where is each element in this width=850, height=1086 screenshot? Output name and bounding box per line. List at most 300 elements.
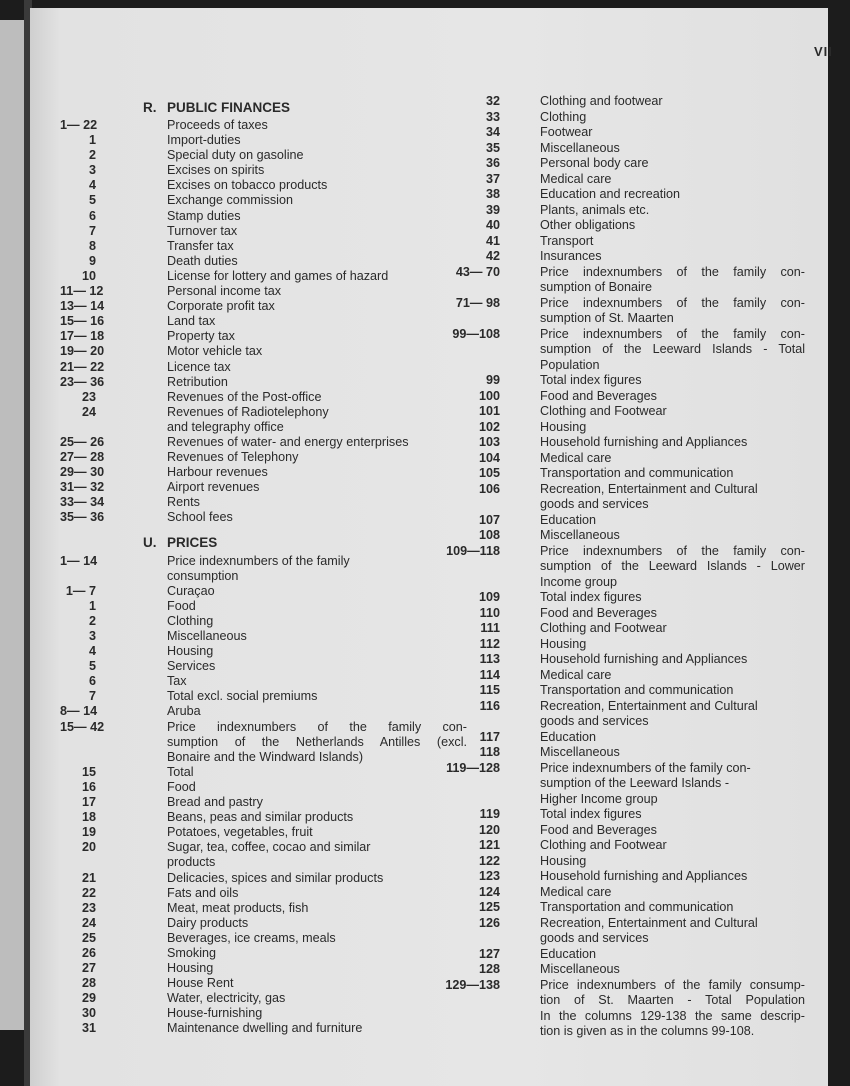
index-entry <box>420 668 805 684</box>
column-range: 31 <box>81 1021 96 1036</box>
entry-line: Food and Beverages <box>540 388 657 403</box>
entry-line: Population <box>540 357 600 372</box>
entry-line: License for lottery and games of hazard <box>167 268 389 283</box>
index-entry <box>420 978 805 1040</box>
index-entry <box>60 931 467 946</box>
entry-description <box>540 218 805 234</box>
column-range: 118 <box>479 745 500 759</box>
entry-line: Aruba <box>167 704 201 719</box>
entry-description <box>540 249 805 265</box>
entry-line: Miscellaneous <box>167 629 247 643</box>
entry-description <box>540 420 805 436</box>
entry-description <box>540 699 805 730</box>
column-range: 34 <box>485 125 500 139</box>
column-range: 114 <box>479 667 500 682</box>
entry-line: Curaçao <box>167 583 215 598</box>
column-range: 36 <box>485 156 500 170</box>
entry-line: Price indexnumbers of the family con- <box>167 719 467 734</box>
column-range: 5 <box>88 193 96 208</box>
entry-description <box>540 234 805 250</box>
entry-line: Miscellaneous <box>540 528 620 542</box>
entry-line: Housing <box>540 419 587 434</box>
entry-description <box>540 885 805 901</box>
index-entry <box>60 780 467 795</box>
column-range: 1— 22 <box>60 118 98 132</box>
column-range: 102 <box>478 419 500 434</box>
section-letter: R. <box>143 99 157 115</box>
index-entry <box>60 450 467 465</box>
column-range: 2 <box>88 613 96 628</box>
entry-line: Revenues of water- and energy enterprises <box>167 434 409 449</box>
entry-line: Clothing <box>540 109 587 124</box>
entry-line: sumption of Bonaire <box>540 280 653 294</box>
index-entry <box>420 606 805 622</box>
index-entry <box>60 810 467 825</box>
column-range: 39 <box>485 202 500 217</box>
entry-description <box>540 544 805 591</box>
entry-line: Beverages, ice creams, meals <box>167 930 336 945</box>
column-range: 117 <box>479 729 500 744</box>
entry-line: Education and recreation <box>540 187 681 201</box>
entry-line: Household furnishing and Appliances <box>540 652 748 666</box>
entry-line: Smoking <box>167 945 216 960</box>
column-range: 37 <box>485 171 500 186</box>
index-entry <box>420 94 805 110</box>
entry-description <box>540 513 805 529</box>
index-entry <box>60 961 467 976</box>
index-entry <box>60 659 467 674</box>
column-range: 29— 30 <box>60 465 105 480</box>
entry-line: Total <box>167 764 194 779</box>
entry-line: consumption <box>167 568 239 583</box>
entry-line: Bread and pastry <box>167 795 263 810</box>
entry-line: Import-duties <box>167 133 241 148</box>
column-range: 5 <box>88 659 96 674</box>
column-range: 28 <box>81 976 96 991</box>
entry-line: Clothing and footwear <box>540 94 663 108</box>
column-range: 1 <box>88 598 96 613</box>
column-range: 27— 28 <box>60 450 105 465</box>
column-range: 21 <box>81 870 96 885</box>
entry-line: Insurances <box>540 249 602 263</box>
entry-line: goods and services <box>540 497 649 511</box>
index-entry <box>420 885 805 901</box>
entry-line: Clothing and Footwear <box>540 404 667 418</box>
index-entry <box>60 284 467 299</box>
entry-line: Fats and oils <box>167 885 239 900</box>
column-range: 31— 32 <box>60 480 105 495</box>
entry-description <box>540 637 805 653</box>
entry-line: Harbour revenues <box>167 465 268 480</box>
entry-line: Medical care <box>540 450 612 465</box>
column-range: 41 <box>485 233 500 248</box>
column-range: 113 <box>479 652 500 666</box>
entry-line: Transportation and communication <box>540 900 734 914</box>
index-entry <box>420 652 805 668</box>
entry-line: Miscellaneous <box>540 140 620 155</box>
column-range: 108 <box>478 528 500 542</box>
right-column <box>420 94 805 1040</box>
column-range: 6 <box>88 674 96 689</box>
entry-description <box>540 435 805 451</box>
index-entry <box>60 254 467 269</box>
entry-description <box>540 187 805 203</box>
index-entry <box>60 795 467 810</box>
entry-line: Clothing and Footwear <box>540 838 667 852</box>
column-range: 19— 20 <box>60 344 105 359</box>
index-entry <box>420 699 805 730</box>
section-heading <box>60 532 467 554</box>
column-range: 110 <box>479 605 500 620</box>
index-entry <box>420 807 805 823</box>
entry-line: Excises on spirits <box>167 163 265 178</box>
column-range: 23— 36 <box>60 374 105 389</box>
entry-line: sumption of the Leeward Islands - <box>540 776 730 790</box>
entry-line: Household furnishing and Appliances <box>540 435 748 449</box>
entry-line: Price indexnumbers of the family con- <box>540 264 805 279</box>
index-entry <box>60 916 467 931</box>
entry-line: Transportation and communication <box>540 466 734 480</box>
entry-line: and telegraphy office <box>167 419 284 434</box>
index-entry <box>60 465 467 480</box>
entry-description <box>540 141 805 157</box>
column-range: 33 <box>485 109 500 124</box>
index-entry <box>60 224 467 239</box>
entry-description <box>540 683 805 699</box>
entry-line: Plants, animals etc. <box>540 202 650 217</box>
index-entry <box>60 554 467 584</box>
column-range: 126 <box>478 915 500 930</box>
entry-line: Food <box>167 598 196 613</box>
entry-description <box>540 730 805 746</box>
index-entry <box>60 584 467 599</box>
column-range: 8 <box>88 238 96 253</box>
index-entry <box>60 840 467 870</box>
index-entry <box>60 299 467 314</box>
column-range: 19 <box>81 825 96 840</box>
column-range: 15 <box>81 764 96 779</box>
index-entry <box>420 823 805 839</box>
entry-line: Delicacies, spices and similar products <box>167 870 384 885</box>
entry-line: Food <box>167 779 196 794</box>
index-entry <box>420 916 805 947</box>
column-range: 40 <box>485 218 500 232</box>
column-range: 25— 26 <box>60 434 105 449</box>
column-range: 17— 18 <box>60 329 105 344</box>
index-entry <box>420 125 805 141</box>
entry-description <box>540 528 805 544</box>
column-range: 119 <box>479 807 500 821</box>
entry-description <box>540 900 805 916</box>
column-range: 128 <box>478 962 500 976</box>
column-range: 100 <box>478 388 500 403</box>
column-range: 121 <box>478 838 500 852</box>
column-range: 15— 42 <box>60 719 105 734</box>
entry-description <box>540 110 805 126</box>
index-entry <box>420 637 805 653</box>
column-range: 1— 7 <box>65 583 96 598</box>
index-entry <box>420 327 805 374</box>
entry-line: Meat, meat products, fish <box>167 900 309 915</box>
index-entry <box>60 871 467 886</box>
index-entry <box>60 689 467 704</box>
column-range: 101 <box>478 404 500 418</box>
entry-line: Price indexnumbers of the family con- <box>540 295 805 310</box>
entry-line: Proceeds of taxes <box>167 118 268 132</box>
index-entry <box>420 761 805 808</box>
entry-line: Education <box>540 946 597 961</box>
column-range: 112 <box>479 636 500 651</box>
entry-description <box>540 652 805 668</box>
column-range: 21— 22 <box>60 359 105 374</box>
entry-description <box>540 869 805 885</box>
index-entry <box>60 765 467 780</box>
entry-description <box>540 621 805 637</box>
entry-line: Total excl. social premiums <box>167 689 318 704</box>
index-entry <box>60 510 467 525</box>
index-entry <box>60 644 467 659</box>
section-title: PUBLIC FINANCES <box>167 99 291 115</box>
column-range: 43— 70 <box>455 264 500 279</box>
entry-description <box>540 761 805 808</box>
entry-description <box>540 296 805 327</box>
entry-description <box>540 451 805 467</box>
column-range: 35— 36 <box>60 510 105 525</box>
document-page <box>30 8 833 1086</box>
index-entry <box>420 234 805 250</box>
index-entry <box>420 730 805 746</box>
entry-line: Medical care <box>540 171 612 186</box>
entry-line: Sugar, tea, coffee, cocao and similar <box>167 840 371 855</box>
column-range: 25 <box>81 930 96 945</box>
entry-description <box>540 327 805 374</box>
entry-line: Housing <box>540 853 587 868</box>
column-range: 8— 14 <box>60 704 98 719</box>
index-entry <box>60 390 467 405</box>
index-entry <box>60 991 467 1006</box>
index-entry <box>420 482 805 513</box>
column-range: 11— 12 <box>60 284 104 299</box>
index-entry <box>420 218 805 234</box>
entry-line: Housing <box>540 636 587 651</box>
entry-line: Income group <box>540 574 618 589</box>
column-range: 23 <box>81 389 96 404</box>
column-range: 4 <box>88 178 96 193</box>
column-range: 17 <box>81 795 96 810</box>
index-entry <box>420 838 805 854</box>
column-range: 38 <box>485 187 500 201</box>
entry-line: In the columns 129-138 the same descrip- <box>540 1008 805 1023</box>
index-entry <box>60 495 467 510</box>
index-entry <box>420 187 805 203</box>
entry-description <box>540 916 805 947</box>
entry-line: Death duties <box>167 253 238 268</box>
index-entry <box>60 435 467 450</box>
index-entry <box>420 203 805 219</box>
entry-line: Airport revenues <box>167 480 260 495</box>
entry-line: Price indexnumbers of the family consump- <box>540 977 805 992</box>
entry-line: Footwear <box>540 125 593 139</box>
index-entry <box>60 163 467 178</box>
entry-line: Services <box>167 659 216 674</box>
column-range: 24 <box>81 404 96 419</box>
entry-line: Price indexnumbers of the family <box>167 553 350 568</box>
entry-line: Rents <box>167 495 200 510</box>
entry-line: Clothing <box>167 613 214 628</box>
index-entry <box>420 389 805 405</box>
entry-description <box>540 482 805 513</box>
entry-description <box>540 668 805 684</box>
column-range: 123 <box>478 869 500 883</box>
column-range: 1— 14 <box>60 553 98 568</box>
entry-line: Food and Beverages <box>540 605 657 620</box>
index-entry <box>60 1006 467 1021</box>
index-entry <box>420 265 805 296</box>
index-entry <box>60 269 467 284</box>
index-entry <box>60 118 467 133</box>
section-letter: U. <box>143 535 157 551</box>
column-range: 104 <box>478 450 500 465</box>
entry-line: Total index figures <box>540 373 642 387</box>
entry-line: Stamp duties <box>167 208 241 223</box>
entry-description <box>540 156 805 172</box>
column-range: 119—128 <box>446 760 500 775</box>
index-entry <box>60 720 467 765</box>
entry-line: Miscellaneous <box>540 745 620 759</box>
index-entry <box>60 148 467 163</box>
column-range: 115 <box>479 683 500 697</box>
entry-line: Exchange commission <box>167 193 293 208</box>
entry-line: Education <box>540 729 597 744</box>
entry-line: Other obligations <box>540 218 636 232</box>
index-entry <box>420 947 805 963</box>
entry-line: Food and Beverages <box>540 822 657 837</box>
column-range: 22 <box>81 885 96 900</box>
column-range: 26 <box>81 945 96 960</box>
entry-line: House-furnishing <box>167 1006 263 1021</box>
entry-line: Transportation and communication <box>540 683 734 697</box>
index-entry <box>420 590 805 606</box>
entry-line: Transport <box>540 233 594 248</box>
entry-description <box>540 823 805 839</box>
index-entry <box>60 314 467 329</box>
index-entry <box>60 480 467 495</box>
index-entry <box>420 513 805 529</box>
index-entry <box>420 451 805 467</box>
entry-line: sumption of the Leeward Islands - Lower <box>540 559 805 573</box>
index-entry <box>420 869 805 885</box>
entry-line: School fees <box>167 510 233 525</box>
index-entry <box>60 375 467 390</box>
column-range: 30 <box>81 1006 96 1021</box>
entry-line: Revenues of Telephony <box>167 450 299 465</box>
index-entry <box>60 360 467 375</box>
entry-line: tion is given as in the columns 99-108. <box>540 1024 755 1038</box>
index-entry <box>60 178 467 193</box>
entry-line: sumption of St. Maarten <box>540 311 674 325</box>
column-range: 42 <box>485 249 500 263</box>
entry-line: goods and services <box>540 931 649 945</box>
entry-description <box>540 745 805 761</box>
column-range: 99 <box>485 373 500 387</box>
entry-line: tion of St. Maarten - Total Population <box>540 993 805 1007</box>
column-range: 1 <box>88 133 96 148</box>
index-entry <box>420 373 805 389</box>
index-entry <box>420 249 805 265</box>
entry-line: Personal income tax <box>167 284 282 299</box>
index-entry <box>420 900 805 916</box>
column-range: 111 <box>480 621 500 635</box>
column-range: 3 <box>88 163 96 178</box>
index-entry <box>60 976 467 991</box>
entry-line: products <box>167 855 216 870</box>
index-entry <box>420 404 805 420</box>
entry-line: Revenues of the Post-office <box>167 389 322 404</box>
column-range: 9 <box>88 253 96 268</box>
entry-line: Retribution <box>167 374 228 389</box>
column-range: 122 <box>478 853 500 868</box>
index-entry <box>60 614 467 629</box>
column-range: 129—138 <box>445 977 500 992</box>
index-entry <box>420 110 805 126</box>
entry-line: Property tax <box>167 329 235 344</box>
index-entry <box>420 296 805 327</box>
index-entry <box>420 156 805 172</box>
entry-line: Medical care <box>540 667 612 682</box>
column-range: 109 <box>478 590 500 604</box>
entry-description <box>540 203 805 219</box>
index-entry <box>420 621 805 637</box>
entry-line: Household furnishing and Appliances <box>540 869 748 883</box>
index-entry <box>60 629 467 644</box>
entry-line: Excises on tobacco products <box>167 178 328 193</box>
entry-line: sumption of the Leeward Islands - Total <box>540 342 805 356</box>
column-range: 20 <box>81 840 96 855</box>
entry-line: Licence tax <box>167 359 231 374</box>
left-column <box>60 96 467 1037</box>
entry-line: Potatoes, vegetables, fruit <box>167 825 313 840</box>
entry-line: Bonaire and the Windward Islands) <box>167 749 364 764</box>
index-entry <box>420 528 805 544</box>
entry-description <box>540 978 805 1040</box>
index-entry <box>60 946 467 961</box>
column-range: 6 <box>88 208 96 223</box>
column-range: 106 <box>478 481 500 496</box>
entry-description <box>540 807 805 823</box>
index-entry <box>420 141 805 157</box>
section-title: PRICES <box>167 535 218 551</box>
entry-line: Transfer tax <box>167 238 234 253</box>
column-range: 10 <box>81 268 96 283</box>
column-range: 105 <box>478 466 500 480</box>
entry-line: Price indexnumbers of the family con- <box>540 326 805 341</box>
column-range: 32 <box>485 94 500 108</box>
index-entry <box>420 745 805 761</box>
entry-line: Water, electricity, gas <box>167 991 286 1006</box>
index-entry <box>420 420 805 436</box>
column-range: 2 <box>88 148 96 163</box>
entry-line: Total index figures <box>540 590 642 604</box>
column-range: 7 <box>88 223 96 238</box>
entry-description <box>540 94 805 110</box>
column-range: 109—118 <box>446 543 500 558</box>
entry-line: Turnover tax <box>167 223 238 238</box>
entry-description <box>540 125 805 141</box>
index-entry <box>60 329 467 344</box>
entry-description <box>540 466 805 482</box>
index-entry <box>60 133 467 148</box>
entry-line: Recreation, Entertainment and Cultural <box>540 481 758 496</box>
